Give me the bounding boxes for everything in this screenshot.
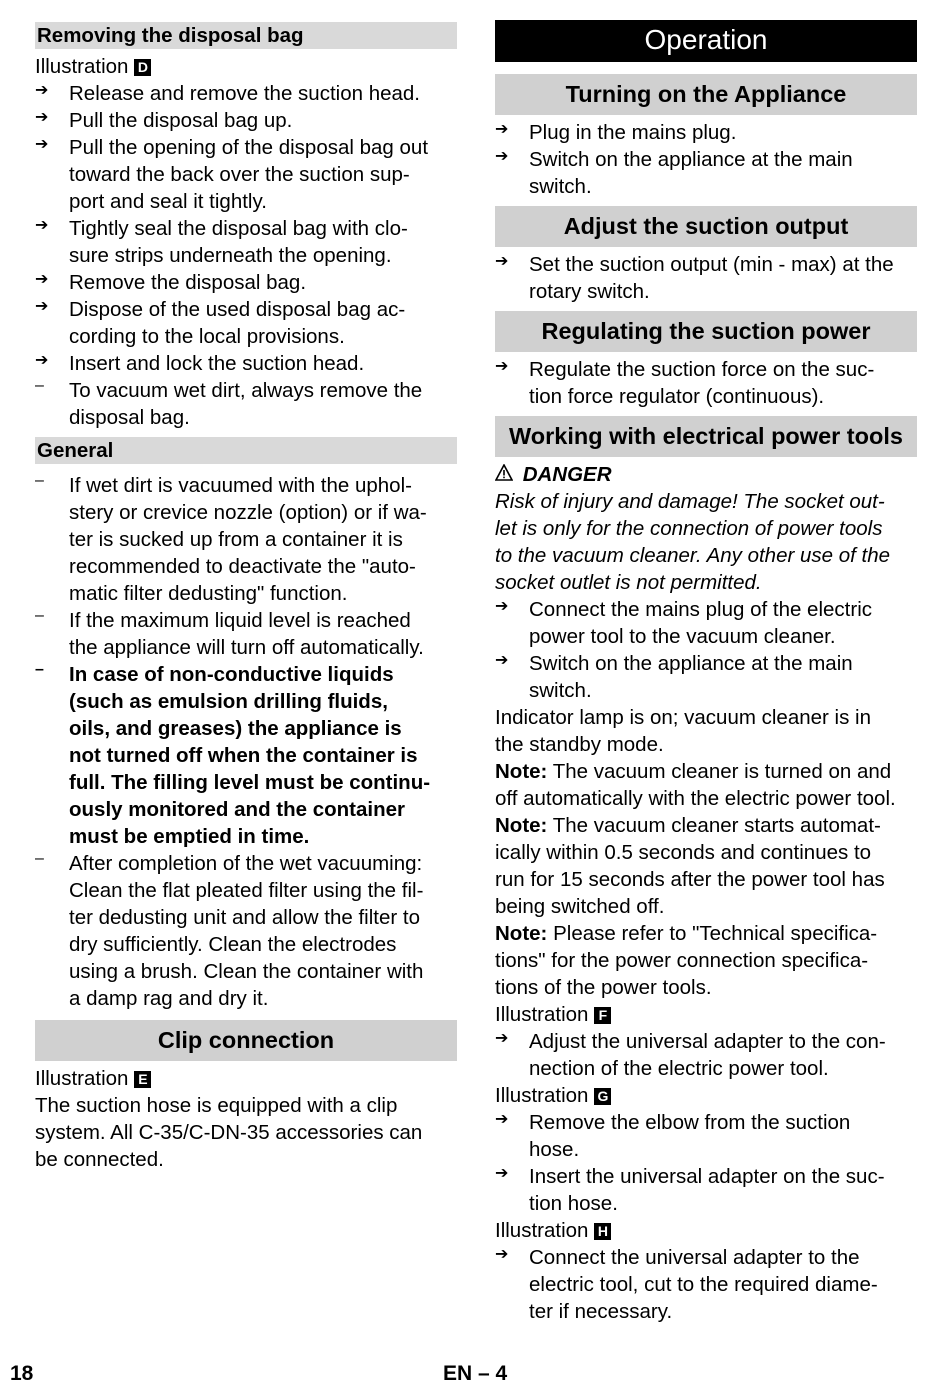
text-line: tions of the power tools. (495, 976, 712, 999)
heading-adjust-suction: Adjust the suction output (495, 206, 917, 247)
page-number: 18 (10, 1362, 34, 1385)
heading-working-power-tools: Working with electrical power tools (495, 416, 917, 457)
note-2 (495, 812, 917, 920)
arrow-right-icon: ➔ (495, 652, 509, 669)
text-line: matic filter dedusting" function. (69, 582, 348, 605)
text-line: Note: Please refer to "Technical specifica- (495, 922, 878, 945)
arrow-right-icon: ➔ (495, 1111, 509, 1128)
indicator-text (495, 704, 917, 758)
step-item (495, 119, 917, 146)
text-line: a damp rag and dry it. (69, 987, 269, 1010)
text-line: run for 15 seconds after the power tool has (495, 868, 885, 891)
text-item (35, 472, 457, 607)
heading-general: General (35, 437, 457, 464)
heading-operation: Operation (495, 20, 917, 62)
note-label: Note: (495, 760, 548, 783)
step-item (35, 296, 457, 350)
text-line: The suction hose is equipped with a clip (35, 1094, 398, 1117)
illustration-f-ref: Illustration F (495, 1001, 917, 1028)
text-line: Release and remove the suction head. (69, 82, 421, 105)
step-item (35, 134, 457, 215)
text-line: dry sufficiently. Clean the electrodes (69, 933, 397, 956)
arrow-right-icon: ➔ (495, 598, 509, 615)
text-line: Connect the universal adapter to the (529, 1246, 860, 1269)
text-line: Indicator lamp is on; vacuum cleaner is in (495, 706, 872, 729)
text-line: not turned off when the container is (69, 744, 418, 767)
step-item (35, 269, 457, 296)
text-line: Note: The vacuum cleaner is turned on and (495, 760, 892, 783)
dash-bullet: – (35, 377, 44, 394)
text-item (35, 377, 457, 431)
text-line: Pull the opening of the disposal bag out (69, 136, 429, 159)
note-3 (495, 920, 917, 1001)
step-item (495, 356, 917, 410)
text-line: Dispose of the used disposal bag ac- (69, 298, 406, 321)
dash-bullet: – (35, 661, 44, 678)
text-line: Switch on the appliance at the main (529, 652, 853, 675)
arrow-right-icon: ➔ (35, 352, 49, 369)
text-line: If the maximum liquid level is reached (69, 609, 411, 632)
text-line: socket outlet is not permitted. (495, 571, 762, 594)
text-line: the standby mode. (495, 733, 664, 756)
text-line: off automatically with the electric power tool. (495, 787, 896, 810)
text-line: let is only for the connection of power tools (495, 517, 883, 540)
general-item-2 (35, 607, 457, 661)
text-line: recommended to deactivate the "auto- (69, 555, 416, 578)
text-line: ically within 0.5 seconds and continues to (495, 841, 872, 864)
dash-bullet: – (35, 850, 44, 867)
arrow-right-icon: ➔ (35, 136, 49, 153)
text-line: ter dedusting unit and allow the filter to (69, 906, 420, 929)
text-line: sure strips underneath the opening. (69, 244, 392, 267)
text-line: Insert the universal adapter on the suc- (529, 1165, 885, 1188)
arrow-right-icon: ➔ (495, 1246, 509, 1263)
arrow-right-icon: ➔ (35, 82, 49, 99)
text-line: tions" for the power connection specifica- (495, 949, 869, 972)
text-line: Remove the elbow from the suction (529, 1111, 851, 1134)
text-line: nection of the electric power tool. (529, 1057, 829, 1080)
heading-clip-connection: Clip connection (35, 1020, 457, 1061)
text-line: system. All C-35/C-DN-35 accessories can (35, 1121, 423, 1144)
text-line: switch. (529, 679, 592, 702)
text-item (495, 812, 917, 920)
step-item (495, 1109, 917, 1163)
arrow-right-icon: ➔ (495, 253, 509, 270)
warning-triangle-icon (495, 461, 517, 488)
step-item (495, 146, 917, 200)
illustration-d-badge: D (134, 59, 151, 76)
text-line: full. The filling level must be continu- (69, 771, 431, 794)
text-line: tion force regulator (continuous). (529, 385, 825, 408)
disposal-note (35, 377, 457, 431)
text-line: oils, and greases) the appliance is (69, 717, 402, 740)
text-line: stery or crevice nozzle (option) or if wa- (69, 501, 427, 524)
step-item (35, 107, 457, 134)
step-item (35, 350, 457, 377)
note-1 (495, 758, 917, 812)
text-line: being switched off. (495, 895, 665, 918)
illustration-e-ref: Illustration E (35, 1065, 457, 1092)
step-item (35, 80, 457, 107)
text-line: power tool to the vacuum cleaner. (529, 625, 836, 648)
text-line: Pull the disposal bag up. (69, 109, 293, 132)
clip-text (35, 1092, 457, 1173)
step-item (495, 1028, 917, 1082)
power-tool-steps (495, 596, 917, 704)
text-line: ter is sucked up from a container it is (69, 528, 403, 551)
right-column (495, 20, 917, 1325)
text-line: Insert and lock the suction head. (69, 352, 365, 375)
text-line: ter if necessary. (529, 1300, 673, 1323)
note-label: Note: (495, 922, 548, 945)
arrow-right-icon: ➔ (35, 217, 49, 234)
disposal-steps (35, 80, 457, 377)
text-line: Plug in the mains plug. (529, 121, 737, 144)
arrow-right-icon: ➔ (495, 121, 509, 138)
illustration-f-badge: F (594, 1007, 611, 1024)
text-line: rotary switch. (529, 280, 650, 303)
text-line: port and seal it tightly. (69, 190, 267, 213)
text-line: Note: The vacuum cleaner starts automat- (495, 814, 881, 837)
note-label: Note: (495, 814, 548, 837)
text-line: to the vacuum cleaner. Any other use of the (495, 544, 891, 567)
arrow-right-icon: ➔ (35, 298, 49, 315)
text-item (35, 661, 457, 850)
danger-heading: DANGER (495, 461, 917, 488)
text-line: Set the suction output (min - max) at the (529, 253, 894, 276)
text-line: If wet dirt is vacuumed with the uphol- (69, 474, 412, 497)
illustration-g-ref: Illustration G (495, 1082, 917, 1109)
text-line: ously monitored and the container (69, 798, 406, 821)
general-item-3-warning (35, 661, 457, 850)
text-line: hose. (529, 1138, 580, 1161)
text-line: (such as emulsion drilling fluids, (69, 690, 388, 713)
text-line: Remove the disposal bag. (69, 271, 307, 294)
danger-text (495, 488, 917, 596)
illustration-h-badge: H (594, 1223, 611, 1240)
turning-steps (495, 119, 917, 200)
dash-bullet: – (35, 607, 44, 624)
text-item (495, 488, 917, 596)
text-line: toward the back over the suction sup- (69, 163, 410, 186)
heading-removing-disposal-bag: Removing the disposal bag (35, 22, 457, 49)
heading-regulating-suction: Regulating the suction power (495, 311, 917, 352)
illustration-e-badge: E (134, 1071, 151, 1088)
text-item (495, 920, 917, 1001)
illustration-h-ref: Illustration H (495, 1217, 917, 1244)
text-line: switch. (529, 175, 592, 198)
illustration-g-steps (495, 1109, 917, 1217)
text-line: Connect the mains plug of the electric (529, 598, 872, 621)
arrow-right-icon: ➔ (495, 1165, 509, 1182)
general-item-1 (35, 472, 457, 607)
text-line: After completion of the wet vacuuming: (69, 852, 423, 875)
illustration-g-badge: G (594, 1088, 611, 1105)
regulating-steps (495, 356, 917, 410)
step-item (495, 1163, 917, 1217)
text-line: cording to the local provisions. (69, 325, 345, 348)
text-item (35, 850, 457, 1012)
arrow-right-icon: ➔ (495, 1030, 509, 1047)
text-line: Regulate the suction force on the suc- (529, 358, 875, 381)
step-item (495, 1244, 917, 1325)
text-item (495, 758, 917, 812)
adjust-steps (495, 251, 917, 305)
text-item (35, 1092, 457, 1173)
text-line: tion hose. (529, 1192, 618, 1215)
text-line: Clean the flat pleated filter using the fil- (69, 879, 424, 902)
text-item (35, 607, 457, 661)
illustration-h-steps (495, 1244, 917, 1325)
step-item (35, 215, 457, 269)
page-code: EN – 4 (443, 1362, 508, 1385)
text-line: Adjust the universal adapter to the con- (529, 1030, 886, 1053)
heading-turning-on: Turning on the Appliance (495, 74, 917, 115)
text-line: Switch on the appliance at the main (529, 148, 853, 171)
text-line: must be emptied in time. (69, 825, 310, 848)
text-line: the appliance will turn off automatically. (69, 636, 424, 659)
step-item (495, 251, 917, 305)
arrow-right-icon: ➔ (35, 271, 49, 288)
step-item (495, 596, 917, 650)
general-item-4 (35, 850, 457, 1012)
text-line: disposal bag. (69, 406, 190, 429)
text-line: electric tool, cut to the required diame- (529, 1273, 878, 1296)
text-line: using a brush. Clean the container with (69, 960, 424, 983)
arrow-right-icon: ➔ (495, 358, 509, 375)
arrow-right-icon: ➔ (35, 109, 49, 126)
text-line: Risk of injury and damage! The socket out- (495, 490, 885, 513)
text-line: To vacuum wet dirt, always remove the (69, 379, 423, 402)
text-line: In case of non-conductive liquids (69, 663, 394, 686)
arrow-right-icon: ➔ (495, 148, 509, 165)
text-line: be connected. (35, 1148, 164, 1171)
text-item (495, 704, 917, 758)
illustration-f-steps (495, 1028, 917, 1082)
illustration-d-ref: Illustration D (35, 53, 457, 80)
dash-bullet: – (35, 472, 44, 489)
text-line: Tightly seal the disposal bag with clo- (69, 217, 408, 240)
step-item (495, 650, 917, 704)
left-column (35, 20, 457, 1173)
